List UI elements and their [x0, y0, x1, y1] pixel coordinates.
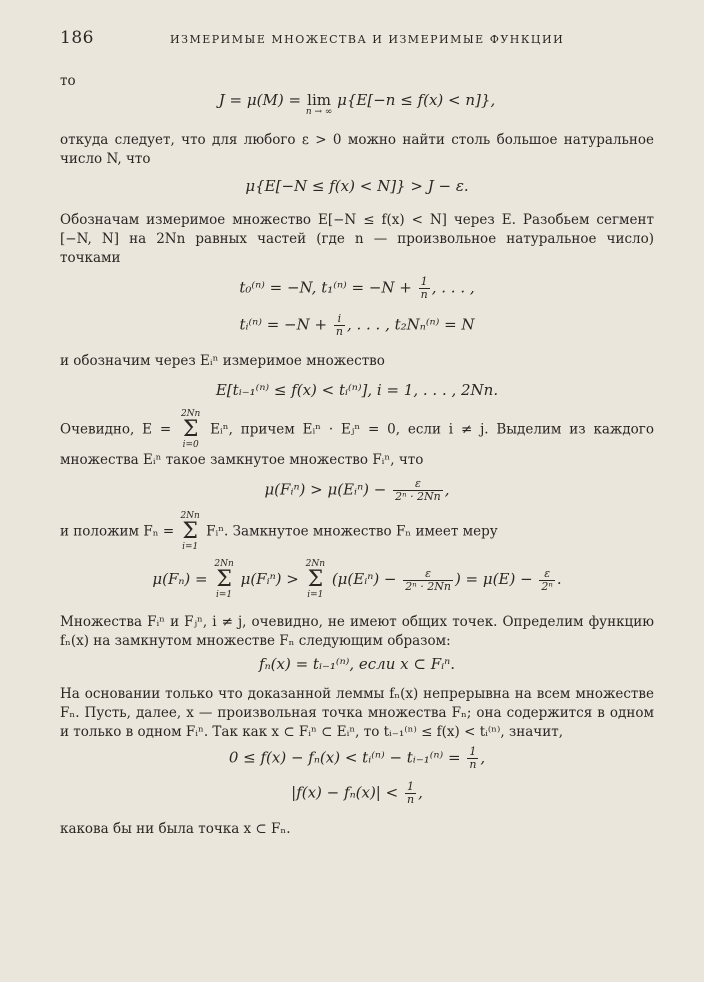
paragraph-fn	[60, 511, 654, 553]
sum-operator	[181, 409, 200, 451]
eq9-end: ,	[418, 783, 423, 802]
equation-difference	[60, 746, 654, 771]
sigma-symbol: Σ	[182, 519, 198, 544]
fraction-numerator: i	[334, 313, 345, 326]
paragraph-define-fn: Множества Fᵢⁿ и Fⱼⁿ, i ≠ j, очевидно, не имеют общих точек. Определим функцию fₙ(x) на замкнутом множестве Fₙ следующим образом:	[60, 614, 654, 649]
paragraph-lemma: На основании только что доказанной леммы fₙ(x) непрерывна на всем множестве Fₙ. Пусть, далее, x — произвольная точка множества Fₙ; она содержится в одном и только в одном Fᵢⁿ. Так как x ⊂ Fᵢⁿ ⊂ Eᵢⁿ, то tᵢ₋₁⁽ⁿ⁾ ≤ f(x) < tᵢ⁽ⁿ⁾, значит,	[60, 686, 654, 740]
eq3a-end: , . . . ,	[431, 278, 475, 297]
fraction-numerator: ε	[539, 568, 554, 581]
fraction	[467, 746, 478, 771]
fraction-denominator: n	[469, 758, 477, 771]
sum-upper: 2Nn	[180, 511, 200, 521]
sum-operator	[214, 559, 233, 601]
fraction-denominator: n	[406, 793, 415, 806]
p6-rest: Fᵢⁿ. Замкнутое множество Fₙ имеет меру	[201, 523, 498, 540]
equation-closed-set	[60, 478, 654, 503]
p5-rest: Eᵢⁿ, причем Eᵢⁿ · Eⱼⁿ = 0, если i ≠ j. Выделим из каждого множества Eᵢⁿ такое замкнутое множество Fᵢⁿ, что	[60, 421, 654, 468]
p6-start: и положим Fₙ =	[60, 523, 179, 540]
fraction	[419, 276, 430, 301]
fraction-denominator: 2ⁿ	[541, 579, 553, 593]
equation-limit	[60, 91, 654, 117]
sigma-symbol: Σ	[307, 567, 324, 592]
sum-upper: 2Nn	[180, 409, 201, 419]
eq5-end: ,	[444, 480, 450, 499]
equation-measure-bound: μ{E[−N ≤ f(x) < N]} > J − ε.	[245, 177, 469, 195]
fraction-numerator: ε	[393, 478, 443, 491]
eq6-a: μ(Fₙ) =	[152, 570, 213, 588]
equation-points-2	[60, 313, 654, 338]
equation-abs-bound	[60, 781, 654, 806]
sum-lower: i=1	[307, 590, 324, 600]
eq3b-text: tᵢ⁽ⁿ⁾ = −N +	[239, 315, 332, 334]
lim-word: lim	[307, 91, 331, 109]
sum-upper: 2Nn	[305, 559, 326, 569]
eq1-left: J = μ(M) =	[218, 91, 306, 109]
eq6-c: (μ(Eᵢⁿ) −	[327, 570, 402, 588]
eq8-text: 0 ≤ f(x) − fₙ(x) < tᵢ⁽ⁿ⁾ − tᵢ₋₁⁽ⁿ⁾ =	[228, 748, 466, 767]
fraction-denominator: n	[420, 288, 428, 301]
running-title: ИЗМЕРИМЫЕ МНОЖЕСТВА И ИЗМЕРИМЫЕ ФУНКЦИИ	[170, 33, 565, 46]
fraction-denominator: n	[335, 325, 343, 338]
paragraph-epsilon: откуда следует, что для любого ε > 0 можно найти столь большое натуральное число N, что	[60, 132, 654, 167]
sum-lower: i=1	[216, 590, 233, 600]
fraction-numerator: 1	[467, 746, 478, 759]
fraction	[403, 568, 453, 593]
paragraph-partition: Обозначам измеримое множество E[−N ≤ f(x) < N] через E. Разобьем сегмент [−N, N] на 2Nn равных частей (где n — произвольное натуральное число) точками	[60, 212, 654, 266]
eq9-text: |f(x) − fₙ(x)| <	[291, 783, 403, 802]
fraction-denominator: 2ⁿ · 2Nn	[395, 490, 441, 503]
lim-subscript: n → ∞	[305, 107, 333, 117]
running-head	[60, 28, 654, 54]
eq3a-text: t₀⁽ⁿ⁾ = −N, t₁⁽ⁿ⁾ = −N +	[239, 278, 417, 297]
page-number: 186	[60, 28, 94, 48]
eq6-b: μ(Fᵢⁿ) >	[235, 570, 304, 588]
sum-operator	[180, 511, 199, 553]
paragraph-to: то	[60, 73, 76, 89]
paragraph-denote: и обозначим через Eᵢⁿ измеримое множество	[60, 353, 385, 369]
eq8-end: ,	[480, 748, 486, 767]
eq3b-end: , . . . , t₂Nₙ⁽ⁿ⁾ = N	[346, 315, 475, 334]
paragraph-union	[60, 409, 654, 470]
fraction-numerator: 1	[419, 276, 430, 289]
equation-fn-definition: fₙ(x) = tᵢ₋₁⁽ⁿ⁾, если x ⊂ Fᵢⁿ.	[259, 655, 455, 673]
fraction	[334, 313, 345, 338]
fraction	[405, 781, 416, 806]
fraction-numerator: 1	[405, 781, 416, 794]
equation-set-ei: E[tᵢ₋₁⁽ⁿ⁾ ≤ f(x) < tᵢ⁽ⁿ⁾], i = 1, . . . , 2Nn.	[215, 381, 499, 399]
fraction	[539, 568, 554, 593]
sum-upper: 2Nn	[214, 559, 234, 569]
sigma-symbol: Σ	[182, 417, 199, 442]
eq1-right: μ{E[−n ≤ f(x) < n]},	[332, 91, 496, 109]
sum-operator	[306, 559, 325, 601]
equation-points-1	[60, 276, 654, 301]
eq6-d: ) = μ(E) −	[454, 570, 538, 588]
sigma-symbol: Σ	[216, 567, 232, 592]
lim-operator	[306, 91, 333, 117]
fraction-numerator: ε	[403, 568, 453, 581]
paragraph-final: какова бы ни была точка x ⊂ Fₙ.	[60, 821, 291, 837]
fraction	[393, 478, 443, 503]
sum-lower: i=0	[182, 440, 199, 450]
equation-measure-fn	[60, 559, 654, 601]
p5-start: Очевидно, E =	[60, 421, 179, 438]
fraction-denominator: 2ⁿ · 2Nn	[405, 579, 451, 593]
eq6-end: .	[556, 570, 562, 588]
sum-lower: i=1	[182, 542, 199, 552]
eq5-left: μ(Fᵢⁿ) > μ(Eᵢⁿ) −	[264, 480, 392, 499]
